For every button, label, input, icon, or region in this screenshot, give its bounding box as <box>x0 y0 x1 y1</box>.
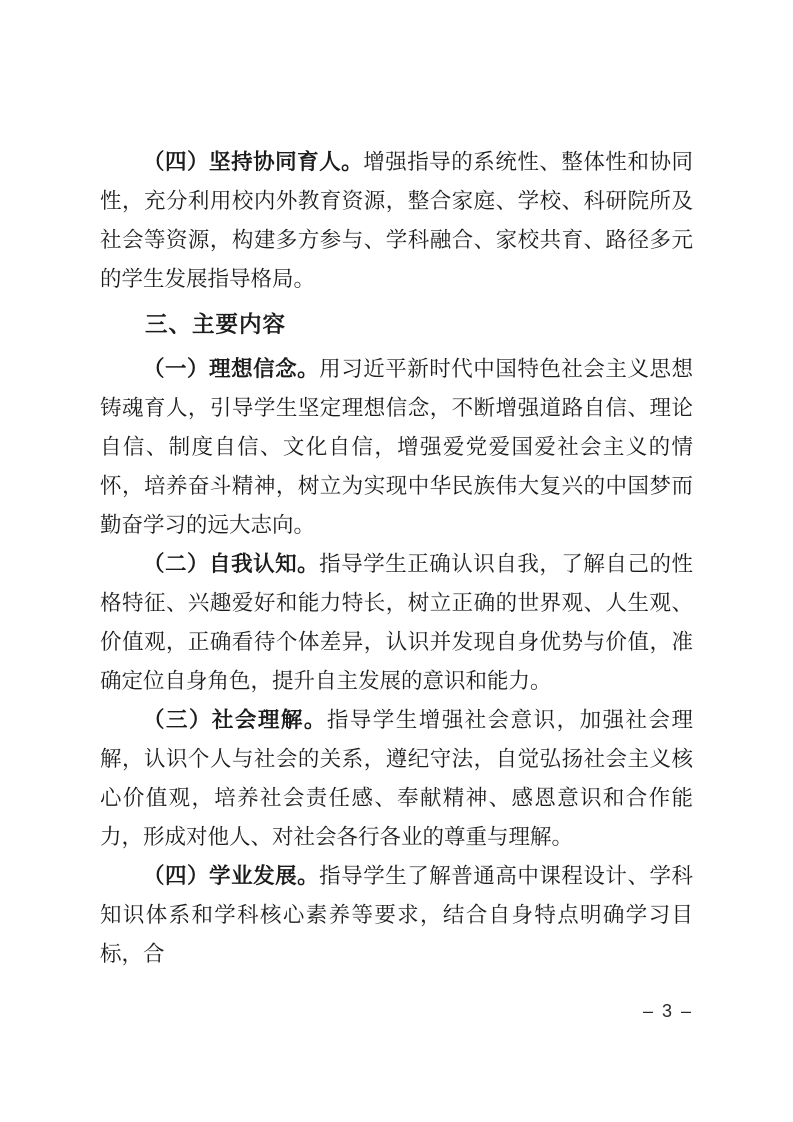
section-heading: 三、主要内容 <box>145 312 287 337</box>
paragraph-lead: （三）社会理解。 <box>143 708 327 732</box>
paragraph-item-1 <box>100 350 693 545</box>
paragraph-lead: （一）理想信念。 <box>143 357 320 381</box>
paragraph-item-3 <box>100 701 693 857</box>
paragraph-lead: （二）自我认知。 <box>143 552 320 576</box>
document-body <box>100 143 693 974</box>
paragraph-text: 用习近平新时代中国特色社会主义思想铸魂育人，引导学生坚定理想信念，不断增强道路自信、理论自信、制度自信、文化自信，增强爱党爱国爱社会主义的情怀，培养奋斗精神，树立为实现中华民族伟大复兴的中国梦而勤奋学习的远大志向。 <box>100 357 693 537</box>
paragraph-text: 指导学生正确认识自我，了解自己的性格特征、兴趣爱好和能力特长，树立正确的世界观、人生观、价值观，正确看待个体差异，认识并发现自身优势与价值，准确定位自身角色，提升自主发展的意识和能力。 <box>100 552 693 693</box>
paragraph-lead: （四）坚持协同育人。 <box>143 150 364 174</box>
paragraph-item-4 <box>100 857 693 974</box>
paragraph-text: 增强指导的系统性、整体性和协同性，充分利用校内外教育资源，整合家庭、学校、科研院所及社会等资源，构建多方参与、学科融合、家校共育、路径多元的学生发展指导格局。 <box>100 150 693 291</box>
paragraph-text: 指导学生增强社会意识，加强社会理解，认识个人与社会的关系，遵纪守法，自觉弘扬社会主义核心价值观，培养社会责任感、奉献精神、感恩意识和合作能力，形成对他人、对社会各行各业的尊重与理解。 <box>100 708 693 849</box>
page-number: – 3 – <box>642 1001 693 1021</box>
paragraph-principle-4 <box>100 143 693 299</box>
paragraph-text: 指导学生了解普通高中课程设计、学科知识体系和学科核心素养等要求，结合自身特点明确学习目标，合 <box>100 864 693 966</box>
paragraph-item-2 <box>100 545 693 701</box>
paragraph-lead: （四）学业发展。 <box>143 864 320 888</box>
